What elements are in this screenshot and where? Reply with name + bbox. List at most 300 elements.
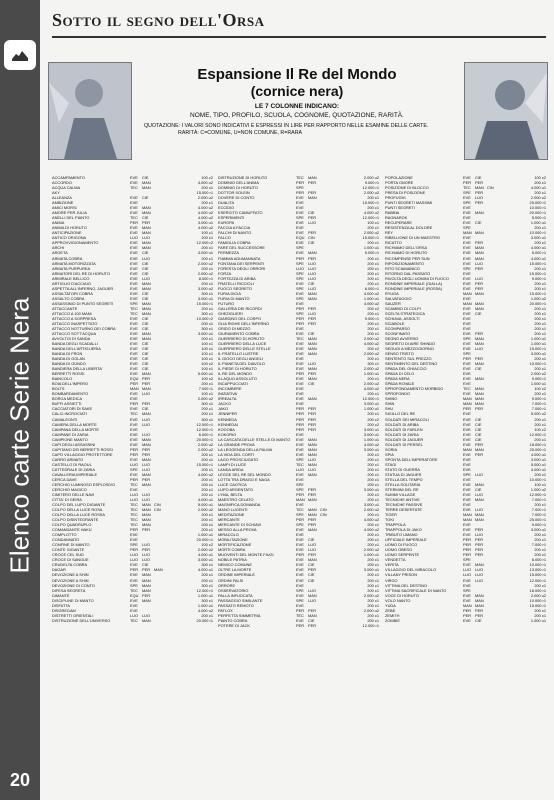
card-price: 4.000 u2 — [363, 341, 379, 347]
card-price: 200 c1 — [201, 411, 213, 417]
card-name: FONTANA DEI SERPENTI — [218, 260, 265, 266]
card-price: 3.000 u1 — [197, 220, 213, 226]
card-price: 15.000 r1 — [529, 260, 546, 266]
card-name: RITORNO DAL PASSATO — [385, 270, 431, 276]
card-column-1 — [52, 175, 213, 623]
card-type: EVE — [463, 577, 471, 583]
card-price: 200 c1 — [367, 260, 379, 266]
card-name: TOKI — [385, 517, 395, 523]
card-name: LAGO PROSCIUGATO — [218, 456, 259, 462]
card-name: DUALITA — [218, 200, 235, 206]
card-type: EVE — [296, 250, 304, 256]
card-profile: LUO — [142, 421, 150, 427]
card-price: 1.000 u1 — [197, 592, 213, 598]
card-type: PER — [296, 622, 304, 628]
card-type: EVE — [463, 416, 471, 422]
card-type: EVE — [296, 366, 304, 372]
card-price: 4.000 u2 — [197, 215, 213, 221]
card-art-left — [48, 62, 132, 160]
card-type: LUO — [130, 612, 138, 618]
card-profile: CIN — [308, 235, 315, 241]
card-name: STATO DI GUERRA — [385, 466, 421, 472]
card-profile: MAN — [475, 602, 484, 608]
card-profile: LUO — [475, 532, 483, 538]
card-type: EVE — [130, 295, 138, 301]
card-name: FACCIA A FACCIA — [218, 225, 251, 231]
card-name: SEGRETO DI AIRE SHINDO — [385, 341, 436, 347]
card-name: SENTIMENTO DEL DESTINO — [385, 361, 438, 367]
card-name: TRAPPOLA — [385, 522, 406, 528]
card-type: TEC — [130, 507, 138, 513]
card-profile: CIE — [142, 265, 149, 271]
card-price: 3.000 u1 — [530, 235, 546, 241]
card-price: 200 c1 — [201, 512, 213, 518]
card-type: PER — [130, 446, 138, 452]
card-type: PER — [463, 547, 471, 553]
card-profile: LUO — [142, 431, 150, 437]
card-type: SPE — [130, 582, 138, 588]
card-type: SPE — [463, 190, 471, 196]
card-type: EVE — [130, 572, 138, 578]
card-price: 9.000 r1 — [364, 315, 379, 321]
card-type: EVE — [463, 285, 471, 291]
card-price: 4.000 u1 — [530, 451, 546, 457]
card-price: 200 c1 — [201, 517, 213, 523]
card-profile: MAN — [142, 310, 151, 316]
card-name: KENNEDA — [218, 416, 237, 422]
card-profile: MAN — [142, 572, 151, 578]
card-type: EVE — [463, 527, 471, 533]
card-type: EVE — [463, 411, 471, 417]
card-type: EVE — [130, 562, 138, 568]
card-name: ARMATA PURPUREA — [52, 265, 91, 271]
card-type: SPE — [463, 587, 471, 593]
card-price: 3.000 u1 — [197, 250, 213, 256]
card-price: 100 c2 — [534, 386, 546, 392]
card-column-3 — [385, 175, 546, 623]
card-name: CAPI DEGLI ASSASSINI — [52, 441, 96, 447]
card-type: EVE — [296, 502, 304, 508]
card-price: 200 c1 — [534, 421, 546, 427]
card-type: EVE — [130, 275, 138, 281]
card-profile: LUO — [475, 275, 483, 281]
card-type: EVE — [296, 341, 304, 347]
card-name: BANDA DI GUNDO — [52, 361, 86, 367]
card-profile: CIE — [475, 421, 482, 427]
card-type: EVE — [296, 386, 304, 392]
card-type: EVE — [463, 346, 471, 352]
card-type: PER — [463, 612, 471, 618]
card-type: EVE — [296, 557, 304, 563]
card-type: EVE — [463, 421, 471, 427]
card-name: SOLDATI DI ARIBA — [385, 421, 419, 427]
card-profile: CIE — [142, 325, 149, 331]
card-price: 12.000 r1 — [196, 421, 213, 427]
card-profile: CIE — [142, 290, 149, 296]
card-price: 8.000 r1 — [198, 275, 213, 281]
card-profile: PER — [308, 552, 316, 558]
card-price: 200 c1 — [367, 376, 379, 382]
card-type: LUO — [130, 497, 138, 502]
card-name: PROFUGHI — [385, 195, 406, 201]
card-profile: CIE — [142, 260, 149, 266]
bear-silhouette-icon — [10, 45, 30, 65]
card-price: 4.000 u2 — [363, 300, 379, 306]
card-profile: LUO — [142, 491, 150, 497]
card-name: FIAMMA ADUMANNATA — [218, 255, 261, 261]
card-name: SCAMBIO DI COLPI — [385, 305, 421, 311]
card-name: LOTTA TRA DRAGO E NAGA — [218, 476, 270, 482]
card-name: IL RE DEL MONDO — [218, 371, 253, 377]
card-type: LUO — [463, 567, 471, 573]
card-type: EVE — [296, 562, 304, 568]
card-type: SPE — [296, 587, 304, 593]
card-type: SPE — [463, 200, 471, 206]
card-profile: PER — [475, 265, 483, 271]
card-type: EVE — [463, 205, 471, 211]
card-profile: MAN — [142, 456, 151, 462]
card-name: SCHIAVA, ASSOLTI — [385, 315, 420, 321]
card-profile: PER — [308, 305, 316, 311]
card-type: EVE — [296, 351, 304, 357]
card-type: EVE — [130, 265, 138, 271]
card-profile: PER — [475, 612, 483, 618]
card-profile: PER — [142, 592, 150, 598]
card-type: PER — [463, 607, 471, 613]
expansion-title: Espansione Il Re del Mondo — [197, 66, 397, 83]
card-price: 200 c1 — [534, 391, 546, 397]
card-profile: LUO — [142, 391, 150, 397]
card-price: 100 c2 — [534, 175, 546, 180]
card-type: EVE — [463, 441, 471, 447]
card-type: EVE — [463, 320, 471, 326]
card-profile: PER — [308, 517, 316, 523]
card-name: SPIA — [385, 451, 394, 457]
card-profile: CIE — [142, 361, 149, 367]
card-name: CONDANNATO — [52, 537, 80, 543]
card-type: EVE — [463, 245, 471, 251]
card-type: EVE — [296, 592, 304, 598]
card-type: EVE — [463, 476, 471, 482]
card-price: 15.000 r1 — [529, 346, 546, 352]
card-price: 7.000 r1 — [531, 542, 546, 548]
card-price: 200 c1 — [201, 527, 213, 533]
card-profile: PER — [308, 190, 316, 196]
card-type: SPE — [463, 351, 471, 357]
card-profile: MAN — [475, 341, 484, 347]
card-name: MOBILITAZIONE — [218, 537, 248, 543]
card-profile: MAN — [475, 592, 484, 598]
card-name: PALLA INFUOCATA — [218, 592, 253, 598]
card-price: 15.000 r1 — [529, 602, 546, 608]
card-type: PER — [463, 180, 471, 186]
card-type: EVE — [296, 300, 304, 306]
card-type: PER — [296, 517, 304, 523]
card-name: ATTACCANTE — [52, 305, 78, 311]
card-profile: CIE — [308, 572, 315, 578]
card-profile: LUO — [142, 612, 150, 618]
card-name: RICOMPENSE PER SUN — [385, 255, 430, 261]
card-profile: PER — [308, 426, 316, 432]
card-price: 2.000 u2 — [363, 507, 379, 513]
card-name: ARTIGLIO D'ACCIAIO — [52, 280, 91, 286]
card-price: 2.000 u2 — [363, 547, 379, 553]
card-profile: MAN — [142, 471, 151, 477]
card-price: 10.000 r2 — [196, 315, 213, 321]
card-type: LUO — [296, 466, 304, 472]
card-name: FURIA DI MANTO — [218, 295, 250, 301]
card-price: 200 c1 — [534, 285, 546, 291]
card-profile: MAN — [475, 517, 484, 523]
card-name: SCOMPARSO — [385, 325, 411, 331]
card-name: AMBIZIONE — [52, 200, 74, 206]
card-price: 6.000 r1 — [364, 285, 379, 291]
card-price: 200 c1 — [367, 391, 379, 397]
card-name: POSIZIONE DI BLOCCO — [385, 185, 429, 191]
card-profile: MAN — [308, 366, 317, 372]
card-type: EVE — [463, 315, 471, 321]
card-name: ALLEANZA — [52, 195, 72, 201]
card-name: MERCANTE DI SCHIAVI — [218, 522, 262, 528]
card-type: EVE — [130, 285, 138, 291]
card-name: ARMATA MOTORIZZATA — [52, 260, 96, 266]
card-profile: MAN — [142, 597, 151, 603]
card-profile: CIE — [308, 330, 315, 336]
card-profile: LUO — [308, 275, 316, 281]
card-name: FORESTA DEGLI ORRORI — [218, 265, 266, 271]
card-name: BANDA DI FRON — [52, 351, 83, 357]
card-profile: MAN — [142, 210, 151, 216]
card-profile: MAN — [308, 396, 317, 402]
card-type: TEC — [130, 411, 138, 417]
card-price: 10.000 r1 — [529, 361, 546, 367]
card-name: LAMPI DI LUCE — [218, 461, 247, 467]
card-profile: MAN — [308, 336, 317, 341]
card-name: VENDETTA — [385, 557, 406, 563]
card-type: EVE — [463, 426, 471, 432]
card-type: EVE — [296, 280, 304, 286]
header-rule — [52, 36, 546, 38]
card-type: PER — [463, 552, 471, 558]
card-price: 200 c1 — [367, 325, 379, 331]
card-name: SHINO — [385, 396, 398, 402]
card-name: DEVOZIONE DI CONTO — [52, 582, 95, 588]
card-price: 4.000 u2 — [197, 471, 213, 477]
card-name: OSSERVATORIO — [218, 587, 249, 593]
card-price: 12.000 r1 — [362, 622, 379, 628]
card-price: 18.000 r1 — [529, 441, 546, 447]
card-name: LA LEGGENDA DELLA PALMA — [218, 446, 273, 452]
card-type: EVE — [296, 356, 304, 362]
card-name: PIANTO COBRA — [218, 617, 248, 623]
card-profile: PER — [142, 476, 150, 482]
card-type: EVE — [463, 220, 471, 226]
card-price: 200 c1 — [534, 552, 546, 558]
card-type: EVE — [296, 446, 304, 452]
card-price: 200 c1 — [367, 280, 379, 286]
card-type: TEC — [130, 305, 138, 311]
card-name: LA CASCATA DELLE STELLE DI MANTO — [218, 436, 291, 442]
card-price: 1.000 u1 — [530, 341, 546, 347]
card-name: PATLOX — [218, 607, 233, 613]
card-type: SPE — [296, 512, 304, 518]
card-price: 1.000 u1 — [530, 220, 546, 226]
card-price: 1.000 u2 — [530, 486, 546, 492]
card-name: ORDINI FALSI — [218, 577, 244, 583]
card-profile: MAN — [142, 305, 151, 311]
card-type: EVE — [130, 195, 138, 201]
card-profile: MAN — [142, 386, 151, 392]
card-type: EQU — [130, 376, 139, 382]
card-type: PER — [296, 305, 304, 311]
card-name: ZOMBIE — [385, 617, 400, 623]
card-name: ARCHI — [52, 245, 65, 251]
card-price: 2.000 u2 — [197, 507, 213, 513]
card-profile: CIE — [142, 406, 149, 412]
card-name: BANDA DELL'ARTIGLIERIA — [52, 346, 101, 352]
card-price: 3.000 u1 — [197, 330, 213, 336]
card-price: 20.000 r1 — [529, 210, 546, 216]
card-name: PRESA DI POSIZIONE — [385, 190, 426, 196]
card-name: ATTACCO NOTTURNO DEI COBRA — [52, 325, 116, 331]
card-price: 200 c1 — [201, 265, 213, 271]
card-price: 4.000 u1 — [197, 552, 213, 558]
card-profile: PER — [142, 547, 150, 553]
card-price: 100 c1 — [201, 230, 213, 236]
card-price: 1.000 u1 — [363, 552, 379, 558]
card-price: 2.000 u2 — [197, 195, 213, 201]
card-profile: MAN — [475, 210, 484, 216]
card-profile: CIE — [308, 210, 315, 216]
card-price: 2.000 u2 — [363, 607, 379, 613]
card-profile: MAN — [142, 330, 151, 336]
card-name: UOMO OBESO — [385, 547, 413, 553]
card-type: EVE — [463, 240, 471, 246]
card-name: SPADA DEL GHIACCIO — [385, 366, 427, 372]
card-profile: PER — [308, 371, 316, 377]
card-type: LUO — [130, 557, 138, 563]
card-profile: LUO — [475, 507, 483, 513]
card-price: 5.000 u1 — [530, 461, 546, 467]
card-profile: MAN — [308, 346, 317, 352]
card-type: PER — [130, 451, 138, 457]
card-name: UOMO SERPENTE — [385, 552, 420, 558]
card-type: EVE — [130, 366, 138, 372]
card-profile: PER — [142, 401, 150, 407]
card-type: EVE — [463, 461, 471, 467]
card-price: 200 c1 — [367, 612, 379, 618]
card-price: 9.000 r1 — [364, 180, 379, 186]
card-type: MAN — [130, 386, 139, 392]
card-type: TEC — [296, 461, 304, 467]
card-type: EVE — [296, 391, 304, 397]
card-name: IRREALTA — [218, 396, 237, 402]
card-name: RIBELLIONE DI UN MAESTRO — [385, 235, 440, 241]
card-name: ANELLI DEL PIANTO — [52, 215, 90, 221]
card-type: LUO — [296, 265, 304, 271]
card-name: TECNICHE PASSIVE — [385, 502, 423, 508]
card-type: TEC — [463, 185, 471, 191]
card-profile: MAN — [308, 175, 317, 180]
card-price: 100 c1 — [201, 391, 213, 397]
card-type: PER — [463, 406, 471, 412]
card-price: 200 c1 — [367, 577, 379, 583]
card-name: ECCIDIO — [218, 205, 235, 211]
card-price: 4.000 u2 — [197, 180, 213, 186]
card-type: SPE — [296, 245, 304, 251]
card-name: BANDIERA DELLA LIBERTA' — [52, 366, 103, 372]
card-type: EVE — [463, 250, 471, 256]
card-price: 200 c1 — [534, 537, 546, 543]
card-profile: PER — [308, 486, 316, 492]
card-type: EVE — [296, 210, 304, 216]
card-profile: MAN — [308, 341, 317, 347]
card-profile: LUO — [308, 270, 316, 276]
card-name: LANDA ARIDA — [218, 466, 244, 472]
card-price: 4.000 u2 — [363, 290, 379, 296]
card-name: STERMINI DEL RE — [385, 486, 419, 492]
card-type: EVE — [296, 240, 304, 246]
card-price: 1.000 u1 — [530, 617, 546, 623]
card-type: EVE — [463, 330, 471, 336]
card-type: SPE — [296, 486, 304, 492]
card-name: KENNEDAI — [218, 421, 238, 427]
card-type: EVE — [130, 180, 138, 186]
card-type: EVE — [296, 325, 304, 331]
card-type: EQU — [296, 235, 305, 241]
card-type: SPE — [296, 275, 304, 281]
card-price: 200 c1 — [367, 491, 379, 497]
card-price: 200 c1 — [367, 270, 379, 276]
card-name: ORDINE IMPERIALE — [218, 572, 255, 578]
card-name: CONTE GIGANTE — [52, 547, 85, 553]
card-price: 200 c1 — [534, 416, 546, 422]
card-type: EVE — [296, 396, 304, 402]
card-profile: MAN — [142, 481, 151, 487]
card-name: RONDINE IMPERIALE (ROSSA) — [385, 285, 443, 291]
card-profile: MAN — [308, 557, 317, 563]
card-profile: MAN — [142, 517, 151, 523]
card-name: SAUZER — [385, 300, 401, 306]
card-name: ESPERIMENTI — [218, 215, 245, 221]
card-profile: MAN — [308, 527, 317, 533]
card-type: PER — [463, 537, 471, 543]
card-type: TEC — [130, 215, 138, 221]
card-profile: LUO — [308, 260, 316, 266]
card-type: EVE — [130, 577, 138, 583]
card-name: STAGI — [385, 461, 397, 467]
card-name: ARMATORI DEL RE DI HORUTO — [52, 270, 111, 276]
card-type: EVE — [463, 562, 471, 568]
card-price: 100 c1 — [201, 341, 213, 347]
card-profile: MAN — [142, 245, 151, 251]
card-name: RICATTO — [385, 240, 402, 246]
card-profile: MAN — [142, 436, 151, 442]
card-price: 200 c1 — [201, 245, 213, 251]
card-price: 200 c1 — [367, 557, 379, 563]
card-name: NOBILE PATRIA — [218, 557, 247, 563]
card-price: 200 c1 — [367, 255, 379, 261]
card-profile: PER — [475, 180, 483, 186]
card-type: PER — [130, 476, 138, 482]
card-type: SPE — [296, 522, 304, 528]
card-type: EVE — [130, 426, 138, 432]
card-type: TEC — [130, 512, 138, 518]
card-price: 2.000 u2 — [530, 592, 546, 598]
card-price: 12.000 r2 — [196, 240, 213, 246]
card-price: 200 c1 — [367, 275, 379, 281]
card-type: SPE — [296, 270, 304, 276]
